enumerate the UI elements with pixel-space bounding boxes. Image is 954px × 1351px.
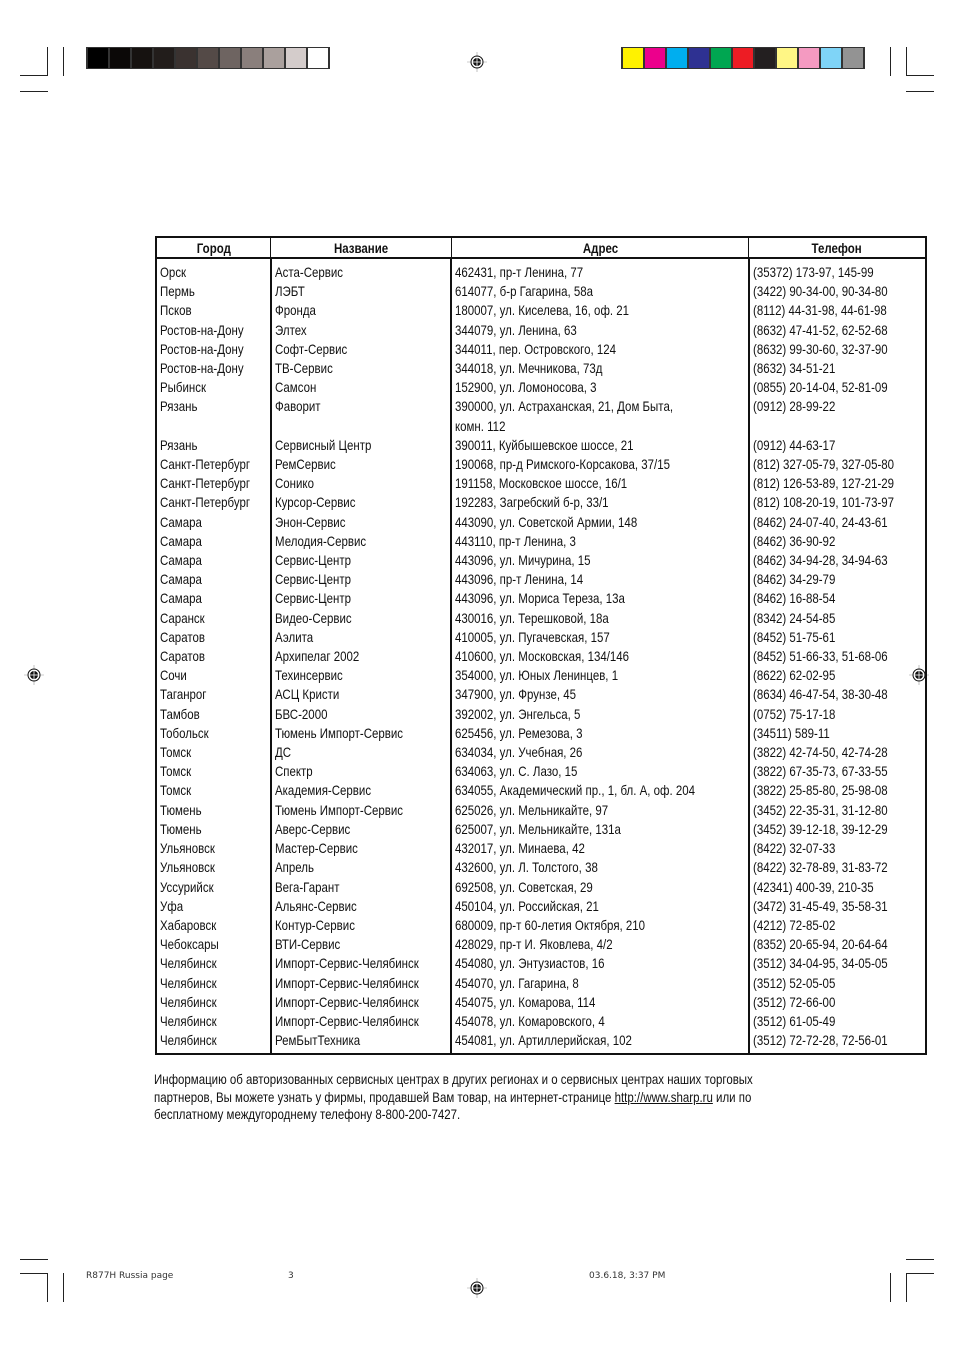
cell-address: 454080, ул. Энтузиастов, 16	[451, 954, 749, 973]
table-row	[156, 781, 926, 800]
header-city: Город	[156, 237, 271, 258]
cell-address: 443110, пр-т Ленина, 3	[451, 532, 749, 551]
crop-mark	[906, 1273, 934, 1274]
cell-name: Мастер-Сервис	[271, 839, 451, 858]
cell-phone: (8452) 51-66-33, 51-68-06	[749, 647, 926, 666]
cell-city: Тюмень	[156, 820, 271, 839]
cell-city: Самара	[156, 551, 271, 570]
cell-city: Санкт-Петербург	[156, 455, 271, 474]
table-row	[156, 993, 926, 1012]
color-swatch	[667, 48, 687, 68]
color-swatch	[110, 48, 130, 68]
cell-phone: (3512) 72-72-28, 72-56-01	[749, 1031, 926, 1054]
color-swatch	[689, 48, 709, 68]
cell-address: 625026, ул. Мельникайте, 97	[451, 801, 749, 820]
cell-name: Вега-Гарант	[271, 878, 451, 897]
cell-city: Саратов	[156, 628, 271, 647]
cell-phone: (8452) 51-75-61	[749, 628, 926, 647]
table-row	[156, 666, 926, 685]
cell-phone: (0912) 44-63-17	[749, 436, 926, 455]
cell-phone: (812) 327-05-79, 327-05-80	[749, 455, 926, 474]
cell-city: Ульяновск	[156, 858, 271, 877]
cell-phone: (3452) 39-12-18, 39-12-29	[749, 820, 926, 839]
cell-phone: (3822) 67-35-73, 67-33-55	[749, 762, 926, 781]
cell-city: Хабаровск	[156, 916, 271, 935]
cell-phone: (812) 108-20-19, 101-73-97	[749, 493, 926, 512]
cell-phone: (3472) 31-45-49, 35-58-31	[749, 897, 926, 916]
table-row	[156, 493, 926, 512]
cell-name: Импорт-Сервис-Челябинск	[271, 993, 451, 1012]
color-swatch	[198, 48, 218, 68]
cell-address: 344079, ул. Ленина, 63	[451, 321, 749, 340]
color-swatch	[308, 48, 328, 68]
table-row	[156, 455, 926, 474]
cell-city: Саранск	[156, 609, 271, 628]
cell-name: Мелодия-Сервис	[271, 532, 451, 551]
cell-address: 390011, Куйбышевское шоссе, 21	[451, 436, 749, 455]
cell-phone: (8112) 44-31-98, 44-61-98	[749, 301, 926, 320]
color-swatch	[286, 48, 306, 68]
cell-city: Рязань	[156, 397, 271, 435]
cell-phone: (8352) 20-65-94, 20-64-64	[749, 935, 926, 954]
cell-city: Самара	[156, 532, 271, 551]
header-phone: Телефон	[749, 237, 926, 258]
cell-address: 390000, ул. Астраханская, 21, Дом Быта, комн. 112	[451, 397, 749, 435]
cell-address: 344011, пер. Островского, 124	[451, 340, 749, 359]
cell-city: Ростов-на-Дону	[156, 321, 271, 340]
cell-address: 692508, ул. Советская, 29	[451, 878, 749, 897]
crop-mark	[20, 75, 48, 76]
crop-mark	[906, 75, 934, 76]
cell-city: Ростов-на-Дону	[156, 359, 271, 378]
cell-city: Санкт-Петербург	[156, 493, 271, 512]
color-calibration-bar	[621, 47, 865, 69]
color-swatch	[733, 48, 753, 68]
grayscale-calibration-bar	[86, 47, 330, 69]
cell-phone: (3452) 22-35-31, 31-12-80	[749, 801, 926, 820]
cell-name: Спектр	[271, 762, 451, 781]
table-row	[156, 647, 926, 666]
crop-mark	[63, 47, 64, 76]
cell-city: Томск	[156, 743, 271, 762]
cell-phone: (0912) 28-99-22	[749, 397, 926, 435]
cell-name: Архипелаг 2002	[271, 647, 451, 666]
table-row	[156, 858, 926, 877]
cell-name: Импорт-Сервис-Челябинск	[271, 974, 451, 993]
crop-mark	[20, 91, 48, 92]
cell-phone: (8632) 34-51-21	[749, 359, 926, 378]
cell-phone: (3512) 52-05-05	[749, 974, 926, 993]
color-swatch	[843, 48, 863, 68]
cell-phone: (8462) 36-90-92	[749, 532, 926, 551]
cell-city: Тобольск	[156, 724, 271, 743]
cell-name: Тюмень Импорт-Сервис	[271, 801, 451, 820]
table-row	[156, 551, 926, 570]
cell-phone: (8422) 32-07-33	[749, 839, 926, 858]
color-swatch	[645, 48, 665, 68]
cell-address: 634034, ул. Учебная, 26	[451, 743, 749, 762]
cell-name: Фронда	[271, 301, 451, 320]
crop-mark	[906, 1259, 934, 1260]
cell-name: Сервис-Центр	[271, 551, 451, 570]
cell-city: Санкт-Петербург	[156, 474, 271, 493]
service-centers-table	[155, 236, 927, 1055]
sharp-website-link[interactable]: http://www.sharp.ru	[614, 1089, 713, 1105]
crop-mark	[906, 91, 934, 92]
header-name: Название	[271, 237, 451, 258]
table-row	[156, 589, 926, 608]
cell-phone: (3512) 34-04-95, 34-05-05	[749, 954, 926, 973]
cell-phone: (8632) 99-30-60, 32-37-90	[749, 340, 926, 359]
cell-address: 443096, ул. Мориса Тереза, 13а	[451, 589, 749, 608]
cell-city: Чебоксары	[156, 935, 271, 954]
cell-name: Альянс-Сервис	[271, 897, 451, 916]
cell-address: 634063, ул. С. Лазо, 15	[451, 762, 749, 781]
cell-address: 625456, ул. Ремезова, 3	[451, 724, 749, 743]
table-row	[156, 762, 926, 781]
table-row	[156, 839, 926, 858]
cell-city: Томск	[156, 762, 271, 781]
cell-city: Орск	[156, 258, 271, 282]
crop-mark	[20, 1259, 48, 1260]
cell-name: ДС	[271, 743, 451, 762]
color-swatch	[755, 48, 775, 68]
crop-mark	[890, 1273, 891, 1302]
cell-phone: (3512) 72-66-00	[749, 993, 926, 1012]
cell-city: Челябинск	[156, 974, 271, 993]
cell-name: Сервис-Центр	[271, 570, 451, 589]
cell-name: АСЦ Кристи	[271, 685, 451, 704]
cell-address: 190068, пр-д Римского-Корсакова, 37/15	[451, 455, 749, 474]
cell-city: Рязань	[156, 436, 271, 455]
cell-city: Таганрог	[156, 685, 271, 704]
cell-phone: (8422) 32-78-89, 31-83-72	[749, 858, 926, 877]
cell-city: Пермь	[156, 282, 271, 301]
cell-city: Томск	[156, 781, 271, 800]
color-swatch	[799, 48, 819, 68]
cell-name: Сервисный Центр	[271, 436, 451, 455]
cell-name: ТВ-Сервис	[271, 359, 451, 378]
cell-address: 614077, б-р Гагарина, 58а	[451, 282, 749, 301]
cell-name: Импорт-Сервис-Челябинск	[271, 1012, 451, 1031]
color-swatch	[132, 48, 152, 68]
table-row	[156, 359, 926, 378]
cell-name: ВТИ-Сервис	[271, 935, 451, 954]
cell-name: Энон-Сервис	[271, 513, 451, 532]
cell-phone: (4212) 72-85-02	[749, 916, 926, 935]
note-line: бесплатному междугороднему телефону 8-800-200-7427.	[154, 1106, 461, 1122]
note-line: партнеров, Вы можете узнать у фирмы, продавшей Вам товар, на интернет-странице http://www.sharp.ru или по	[154, 1089, 752, 1105]
cell-name: Софт-Сервис	[271, 340, 451, 359]
cell-phone: (0855) 20-14-04, 52-81-09	[749, 378, 926, 397]
cell-city: Рыбинск	[156, 378, 271, 397]
note-line: Информацию об авторизованных сервисных центрах в других регионах и о сервисных центрах наших торговых	[154, 1071, 753, 1087]
cell-name: Сервис-Центр	[271, 589, 451, 608]
cell-name: РемСервис	[271, 455, 451, 474]
table-row	[156, 628, 926, 647]
cell-address: 625007, ул. Мельникайте, 131а	[451, 820, 749, 839]
cell-name: Сонико	[271, 474, 451, 493]
cell-address: 680009, пр-т 60-летия Октября, 210	[451, 916, 749, 935]
cell-address: 450104, ул. Российская, 21	[451, 897, 749, 916]
table-row	[156, 974, 926, 993]
cell-address: 428029, пр-т И. Яковлева, 4/2	[451, 935, 749, 954]
table-row	[156, 570, 926, 589]
cell-city: Тюмень	[156, 801, 271, 820]
slug-job-name: R877H Russia page	[86, 1271, 174, 1281]
cell-address: 634055, Академический пр., 1, бл. А, оф. 204	[451, 781, 749, 800]
crop-mark	[63, 1273, 64, 1302]
cell-phone: (8622) 62-02-95	[749, 666, 926, 685]
cell-city: Сочи	[156, 666, 271, 685]
cell-phone: (8342) 24-54-85	[749, 609, 926, 628]
header-address: Адрес	[451, 237, 749, 258]
cell-phone: (42341) 400-39, 210-35	[749, 878, 926, 897]
cell-city: Уссурийск	[156, 878, 271, 897]
cell-city: Саратов	[156, 647, 271, 666]
table-row	[156, 743, 926, 762]
table-header-row	[156, 237, 926, 258]
color-swatch	[220, 48, 240, 68]
cell-phone: (8462) 16-88-54	[749, 589, 926, 608]
cell-city: Псков	[156, 301, 271, 320]
cell-city: Челябинск	[156, 1012, 271, 1031]
cell-address: 180007, ул. Киселева, 16, оф. 21	[451, 301, 749, 320]
cell-address: 462431, пр-т Ленина, 77	[451, 258, 749, 282]
crop-mark	[906, 47, 907, 76]
table-row	[156, 340, 926, 359]
table-row	[156, 609, 926, 628]
cell-address: 443096, ул. Мичурина, 15	[451, 551, 749, 570]
color-swatch	[88, 48, 108, 68]
cell-name: Видео-Сервис	[271, 609, 451, 628]
cell-address: 344018, ул. Мечникова, 73д	[451, 359, 749, 378]
cell-phone: (8462) 34-94-28, 34-94-63	[749, 551, 926, 570]
cell-name: Аэлита	[271, 628, 451, 647]
cell-phone: (0752) 75-17-18	[749, 705, 926, 724]
table-row	[156, 935, 926, 954]
cell-name: Апрель	[271, 858, 451, 877]
cell-address: 454070, ул. Гагарина, 8	[451, 974, 749, 993]
slug-page-number: 3	[288, 1271, 294, 1281]
table-row	[156, 705, 926, 724]
cell-city: Самара	[156, 570, 271, 589]
cell-city: Челябинск	[156, 1031, 271, 1054]
table-row	[156, 282, 926, 301]
cell-city: Ульяновск	[156, 839, 271, 858]
color-swatch	[264, 48, 284, 68]
cell-name: БВС-2000	[271, 705, 451, 724]
table-row	[156, 513, 926, 532]
cell-address: 454081, ул. Артиллерийская, 102	[451, 1031, 749, 1054]
cell-phone: (3822) 42-74-50, 42-74-28	[749, 743, 926, 762]
cell-name: Тюмень Импорт-Сервис	[271, 724, 451, 743]
table-row	[156, 801, 926, 820]
crop-mark	[890, 47, 891, 76]
cell-address: 432017, ул. Минаева, 42	[451, 839, 749, 858]
table-row	[156, 301, 926, 320]
table-row	[156, 897, 926, 916]
registration-mark-icon	[467, 1278, 487, 1298]
cell-name: ЛЭБТ	[271, 282, 451, 301]
cell-phone: (812) 126-53-89, 127-21-29	[749, 474, 926, 493]
cell-address: 152900, ул. Ломоносова, 3	[451, 378, 749, 397]
table-row	[156, 820, 926, 839]
slug-date: 03.6.18, 3:37 PM	[589, 1271, 666, 1281]
cell-phone: (35372) 173-97, 145-99	[749, 258, 926, 282]
cell-address: 392002, ул. Энгельса, 5	[451, 705, 749, 724]
cell-name: Аверс-Сервис	[271, 820, 451, 839]
crop-mark	[906, 1273, 907, 1302]
cell-address: 454075, ул. Комарова, 114	[451, 993, 749, 1012]
cell-address: 410005, ул. Пугачевская, 157	[451, 628, 749, 647]
cell-phone: (3512) 61-05-49	[749, 1012, 926, 1031]
cell-name: Самсон	[271, 378, 451, 397]
table-row	[156, 724, 926, 743]
table-row	[156, 878, 926, 897]
color-swatch	[623, 48, 643, 68]
color-swatch	[777, 48, 797, 68]
color-swatch	[154, 48, 174, 68]
cell-phone: (34511) 589-11	[749, 724, 926, 743]
cell-name: Фаворит	[271, 397, 451, 435]
cell-city: Челябинск	[156, 993, 271, 1012]
cell-city: Челябинск	[156, 954, 271, 973]
registration-mark-icon	[24, 665, 44, 685]
table-row	[156, 916, 926, 935]
cell-phone: (3422) 90-34-00, 90-34-80	[749, 282, 926, 301]
table-row	[156, 685, 926, 704]
cell-phone: (8634) 46-47-54, 38-30-48	[749, 685, 926, 704]
cell-phone: (3822) 25-85-80, 25-98-08	[749, 781, 926, 800]
cell-name: Академия-Сервис	[271, 781, 451, 800]
table-row	[156, 378, 926, 397]
cell-address: 432600, ул. Л. Толстого, 38	[451, 858, 749, 877]
cell-name: Техинсервис	[271, 666, 451, 685]
cell-address: 443096, пр-т Ленина, 14	[451, 570, 749, 589]
cell-address: 347900, ул. Фрунзе, 45	[451, 685, 749, 704]
table-row	[156, 397, 926, 435]
table-row	[156, 258, 926, 282]
table-row	[156, 436, 926, 455]
cell-address: 443090, ул. Советской Армии, 148	[451, 513, 749, 532]
cell-name: РемБытТехника	[271, 1031, 451, 1054]
table-row	[156, 1031, 926, 1054]
table-row	[156, 954, 926, 973]
cell-name: Импорт-Сервис-Челябинск	[271, 954, 451, 973]
color-swatch	[242, 48, 262, 68]
cell-city: Самара	[156, 589, 271, 608]
table-row	[156, 532, 926, 551]
color-swatch	[711, 48, 731, 68]
cell-phone: (8462) 34-29-79	[749, 570, 926, 589]
crop-mark	[20, 1273, 48, 1274]
cell-city: Самара	[156, 513, 271, 532]
color-swatch	[176, 48, 196, 68]
cell-phone: (8462) 24-07-40, 24-43-61	[749, 513, 926, 532]
table-row	[156, 1012, 926, 1031]
cell-address: 430016, ул. Терешковой, 18а	[451, 609, 749, 628]
cell-name: Аста-Сервис	[271, 258, 451, 282]
cell-name: Элтех	[271, 321, 451, 340]
cell-address: 192283, Загребский б-р, 33/1	[451, 493, 749, 512]
cell-address: 354000, ул. Юных Ленинцев, 1	[451, 666, 749, 685]
cell-city: Ростов-на-Дону	[156, 340, 271, 359]
registration-mark-icon	[467, 52, 487, 72]
table-row	[156, 474, 926, 493]
cell-city: Уфа	[156, 897, 271, 916]
table-row	[156, 321, 926, 340]
color-swatch	[821, 48, 841, 68]
cell-name: Курсор-Сервис	[271, 493, 451, 512]
crop-mark	[47, 47, 48, 76]
cell-name: Контур-Сервис	[271, 916, 451, 935]
cell-phone: (8632) 47-41-52, 62-52-68	[749, 321, 926, 340]
crop-mark	[47, 1273, 48, 1302]
cell-address: 410600, ул. Московская, 134/146	[451, 647, 749, 666]
cell-address: 191158, Московское шоссе, 16/1	[451, 474, 749, 493]
cell-address: 454078, ул. Комаровского, 4	[451, 1012, 749, 1031]
cell-city: Тамбов	[156, 705, 271, 724]
